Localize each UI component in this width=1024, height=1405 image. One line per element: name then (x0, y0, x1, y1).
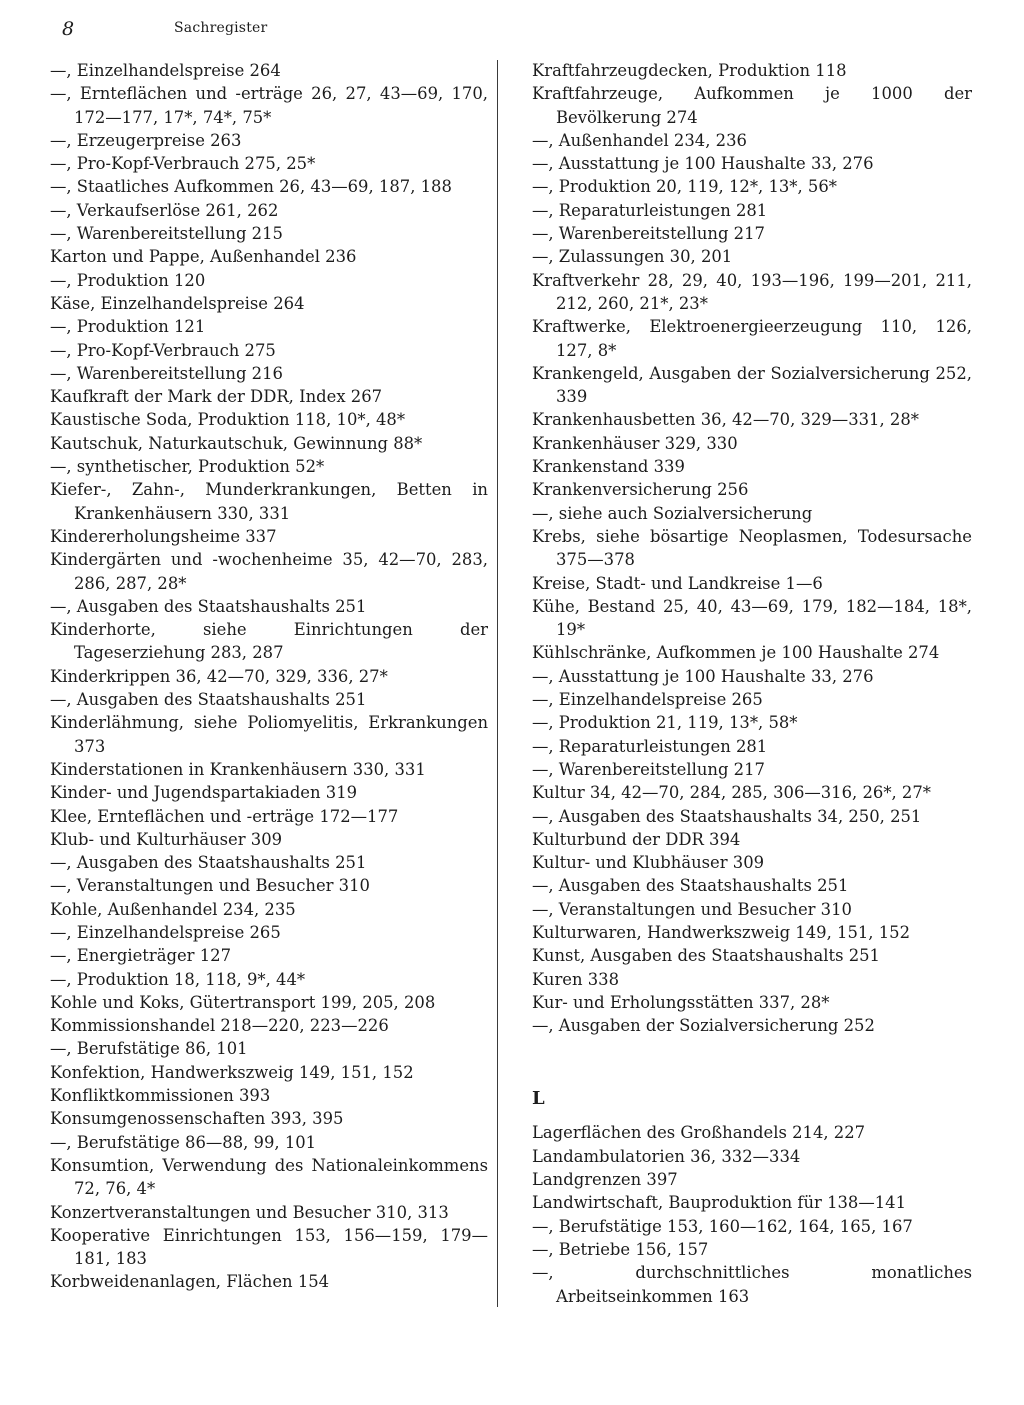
index-entry: Kommissionshandel 218—220, 223—226 (50, 1016, 389, 1036)
index-entry: Konfektion, Handwerkszweig 149, 151, 152 (50, 1062, 414, 1082)
index-entry: Kultur- und Klubhäuser 309 (532, 853, 765, 873)
index-entry: —, Ausstattung je 100 Haushalte 33, 276 (532, 154, 874, 174)
index-entry: —, Ausgaben des Staatshaushalts 251 (50, 853, 367, 873)
index-entry: Krankenstand 339 (532, 457, 685, 477)
index-entry: Korbweidenanlagen, Flächen 154 (50, 1272, 330, 1292)
page-number: 8 (62, 18, 75, 40)
index-entry: Kooperative Einrichtungen 153, 156—159, 179—181, 183 (50, 1225, 488, 1269)
index-entry: Konzertveranstaltungen und Besucher 310, 313 (50, 1202, 449, 1222)
index-entry: Konsumtion, Verwendung des Nationaleinkommens 72, 76, 4* (50, 1155, 488, 1199)
index-entry: Konsumgenossenschaften 393, 395 (50, 1109, 344, 1129)
index-entry: —, Produktion 18, 118, 9*, 44* (50, 969, 306, 989)
index-entry: —, Einzelhandelspreise 265 (532, 690, 763, 710)
index-entry: —, Ausgaben des Staatshaushalts 34, 250, 251 (532, 806, 922, 826)
index-entry: Kindererholungsheime 337 (50, 526, 277, 546)
index-entry: —, Berufstätige 153, 160—162, 164, 165, 167 (532, 1216, 913, 1236)
index-entry: —, Außenhandel 234, 236 (532, 130, 747, 150)
index-entry: —, synthetischer, Produktion 52* (50, 457, 325, 477)
index-entry: Kreise, Stadt- und Landkreise 1—6 (532, 573, 823, 593)
index-entry: Klub- und Kulturhäuser 309 (50, 829, 283, 849)
index-entry: —, Berufstätige 86—88, 99, 101 (50, 1132, 317, 1152)
index-entry: Kinderkrippen 36, 42—70, 329, 336, 27* (50, 666, 388, 686)
index-entry: —, Ausgaben des Staatshaushalts 251 (50, 690, 367, 710)
running-header-title: Sachregister (174, 20, 268, 36)
index-group-k-continued (532, 59, 972, 1037)
index-entry: Kautschuk, Naturkautschuk, Gewinnung 88* (50, 433, 423, 453)
index-entry: —, Berufstätige 86, 101 (50, 1039, 248, 1059)
section-gap (532, 1037, 972, 1081)
index-column-right (532, 59, 972, 1308)
index-entry: Kaufkraft der Mark der DDR, Index 267 (50, 387, 383, 407)
index-entry: —, Produktion 120 (50, 270, 206, 290)
index-entry: —, Pro-Kopf-Verbrauch 275, 25* (50, 154, 316, 174)
index-entry: —, Betriebe 156, 157 (532, 1239, 709, 1259)
index-entry: —, Produktion 121 (50, 317, 206, 337)
index-entry: Kinderstationen in Krankenhäusern 330, 331 (50, 759, 426, 779)
column-divider (497, 60, 498, 1307)
index-entry: Lagerflächen des Großhandels 214, 227 (532, 1123, 866, 1143)
index-entry: Klee, Ernteflächen und -erträge 172—177 (50, 806, 399, 826)
index-entry: Käse, Einzelhandelspreise 264 (50, 293, 305, 313)
index-entry: Krankenhausbetten 36, 42—70, 329—331, 28* (532, 410, 919, 430)
index-entry: Kiefer-, Zahn-, Munderkrankungen, Betten in Krankenhäusern 330, 331 (50, 480, 488, 523)
index-entry: Krankenhäuser 329, 330 (532, 433, 738, 453)
index-entry: Krebs, siehe bösartige Neoplasmen, Todesursache 375—378 (532, 526, 972, 570)
index-entry: —, Ausgaben der Sozialversicherung 252 (532, 1016, 875, 1036)
index-entry: —, Ausgaben des Staatshaushalts 251 (532, 876, 849, 896)
index-entry: Kraftfahrzeuge, Aufkommen je 1000 der Bevölkerung 274 (532, 84, 972, 127)
section-letter-heading: L (532, 1088, 545, 1110)
index-entry: Kultur 34, 42—70, 284, 285, 306—316, 26*, 27* (532, 783, 931, 803)
index-entry: Kunst, Ausgaben des Staatshaushalts 251 (532, 946, 880, 966)
index-entry: —, Ausgaben des Staatshaushalts 251 (50, 596, 367, 616)
index-entry: —, Produktion 20, 119, 12*, 13*, 56* (532, 177, 837, 197)
index-entry: Kur- und Erholungsstätten 337, 28* (532, 992, 830, 1012)
index-entry: —, Verkaufserlöse 261, 262 (50, 200, 279, 220)
index-entry: Kühlschränke, Aufkommen je 100 Haushalte 274 (532, 643, 940, 663)
index-entry: —, Warenbereitstellung 216 (50, 363, 283, 383)
index-entry: —, Einzelhandelspreise 265 (50, 922, 281, 942)
index-entry: Konfliktkommissionen 393 (50, 1086, 271, 1106)
index-entry: Kohle und Koks, Gütertransport 199, 205, 208 (50, 992, 436, 1012)
index-entry: Kulturwaren, Handwerkszweig 149, 151, 152 (532, 922, 911, 942)
index-entry: Kinder- und Jugendspartakiaden 319 (50, 783, 358, 803)
index-entry: —, Ernteflächen und -erträge 26, 27, 43—69, 170, 172—177, 17*, 74*, 75* (50, 84, 488, 127)
index-entry: —, siehe auch Sozialversicherung (532, 503, 813, 523)
index-entry: Krankengeld, Ausgaben der Sozialversicherung 252, 339 (532, 363, 972, 407)
index-entry: —, Ausstattung je 100 Haushalte 33, 276 (532, 666, 874, 686)
index-entry: —, durchschnittliches monatliches Arbeitseinkommen 163 (532, 1263, 972, 1306)
index-entry: Kindergärten und -wochenheime 35, 42—70, 283, 286, 287, 28* (50, 550, 488, 593)
index-entry: Kaustische Soda, Produktion 118, 10*, 48* (50, 410, 406, 430)
index-entry: Kühe, Bestand 25, 40, 43—69, 179, 182—184, 18*, 19* (532, 596, 972, 640)
index-entry: Landambulatorien 36, 332—334 (532, 1146, 801, 1166)
index-entry: Kraftverkehr 28, 29, 40, 193—196, 199—201, 211, 212, 260, 21*, 23* (532, 270, 972, 313)
index-entry: Kuren 338 (532, 969, 620, 989)
index-entry: —, Warenbereitstellung 217 (532, 224, 765, 244)
index-entry: —, Einzelhandelspreise 264 (50, 61, 281, 80)
index-entry: —, Pro-Kopf-Verbrauch 275 (50, 340, 276, 360)
index-entry: Kraftwerke, Elektroenergieerzeugung 110, 126, 127, 8* (532, 317, 972, 360)
index-entry: Landgrenzen 397 (532, 1170, 678, 1190)
index-entry: —, Staatliches Aufkommen 26, 43—69, 187, 188 (50, 177, 452, 197)
index-group-l (532, 1121, 972, 1307)
index-entry: Karton und Pappe, Außenhandel 236 (50, 247, 357, 267)
index-entry: Kinderhorte, siehe Einrichtungen der Tageserziehung 283, 287 (50, 620, 488, 663)
index-entry: —, Veranstaltungen und Besucher 310 (532, 899, 852, 919)
index-entry: —, Produktion 21, 119, 13*, 58* (532, 713, 798, 733)
index-entry: —, Warenbereitstellung 215 (50, 224, 283, 244)
index-entry: —, Zulassungen 30, 201 (532, 247, 733, 267)
index-entry: Kulturbund der DDR 394 (532, 829, 741, 849)
index-entry: —, Reparaturleistungen 281 (532, 200, 768, 220)
index-entry: Krankenversicherung 256 (532, 480, 749, 500)
index-entry: —, Veranstaltungen und Besucher 310 (50, 876, 370, 896)
index-entry: —, Warenbereitstellung 217 (532, 759, 765, 779)
index-entry: Kinderlähmung, siehe Poliomyelitis, Erkrankungen 373 (50, 713, 488, 756)
index-entry: Landwirtschaft, Bauproduktion für 138—141 (532, 1193, 907, 1213)
index-entry: —, Erzeugerpreise 263 (50, 130, 242, 150)
index-column-left (50, 59, 488, 1294)
index-entry: Kraftfahrzeugdecken, Produktion 118 (532, 61, 847, 80)
index-entry: —, Energieträger 127 (50, 946, 232, 966)
index-entry: —, Reparaturleistungen 281 (532, 736, 768, 756)
index-entry: Kohle, Außenhandel 234, 235 (50, 899, 296, 919)
